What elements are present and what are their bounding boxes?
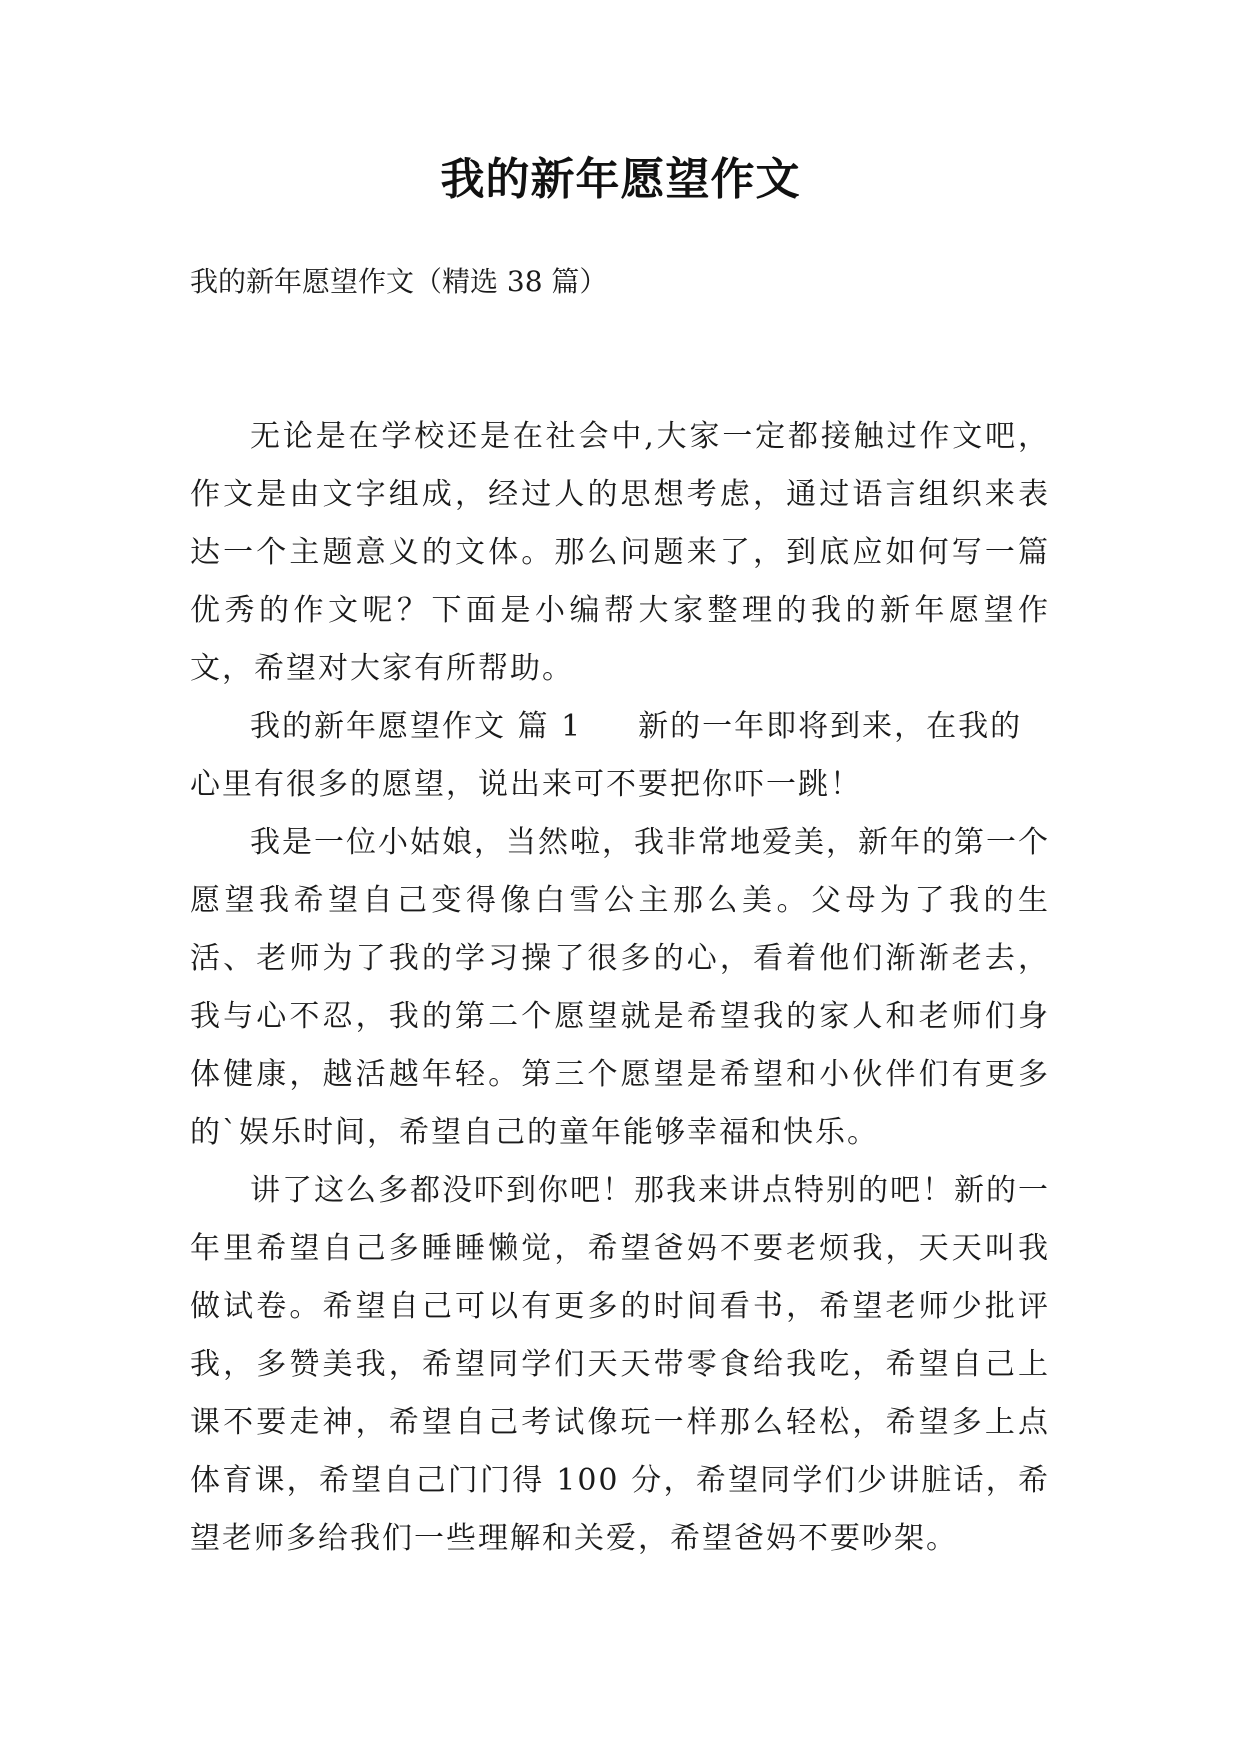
section-1-heading: 我的新年愿望作文 篇 1: [250, 709, 583, 744]
document-subtitle: 我的新年愿望作文（精选 38 篇）: [190, 265, 608, 298]
intro-paragraph: 无论是在学校还是在社会中,大家一定都接触过作文吧，作文是由文字组成，经过人的思想考虑，通过语言组织来表达一个主题意义的文体。那么问题来了，到底应如何写一篇优秀的作文呢？下面是小编帮大家整理的我的新年愿望作文，希望对大家有所帮助。: [190, 419, 1050, 686]
section-1-paragraph: [190, 698, 1050, 814]
document-title: 我的新年愿望作文: [440, 154, 801, 205]
document-body: [190, 408, 1050, 1568]
body-paragraph: 讲了这么多都没吓到你吧！那我来讲点特别的吧！新的一年里希望自己多睡睡懒觉，希望爸妈不要老烦我，天天叫我做试卷。希望自己可以有更多的时间看书，希望老师少批评我，多赞美我，希望同学们天天带零食给我吃，希望自己上课不要走神，希望自己考试像玩一样那么轻松，希望多上点体育课，希望自己门门得 100 分，希望同学们少讲脏话，希望老师多给我们一些理解和关爱，希望爸妈不要吵架。: [190, 1173, 1050, 1556]
body-paragraph: 我是一位小姑娘，当然啦，我非常地爱美，新年的第一个愿望我希望自己变得像白雪公主那么美。父母为了我的生活、老师为了我的学习操了很多的心，看着他们渐渐老去，我与心不忍，我的第二个愿望就是希望我的家人和老师们身体健康，越活越年轻。第三个愿望是希望和小伙伴们有更多的`娱乐时间，希望自己的童年能够幸福和快乐。: [190, 825, 1050, 1150]
section-1-first-text: 新的一年即将到来，在我的心里有很多的愿望，说出来可不要把你吓一跳！: [190, 709, 1023, 802]
